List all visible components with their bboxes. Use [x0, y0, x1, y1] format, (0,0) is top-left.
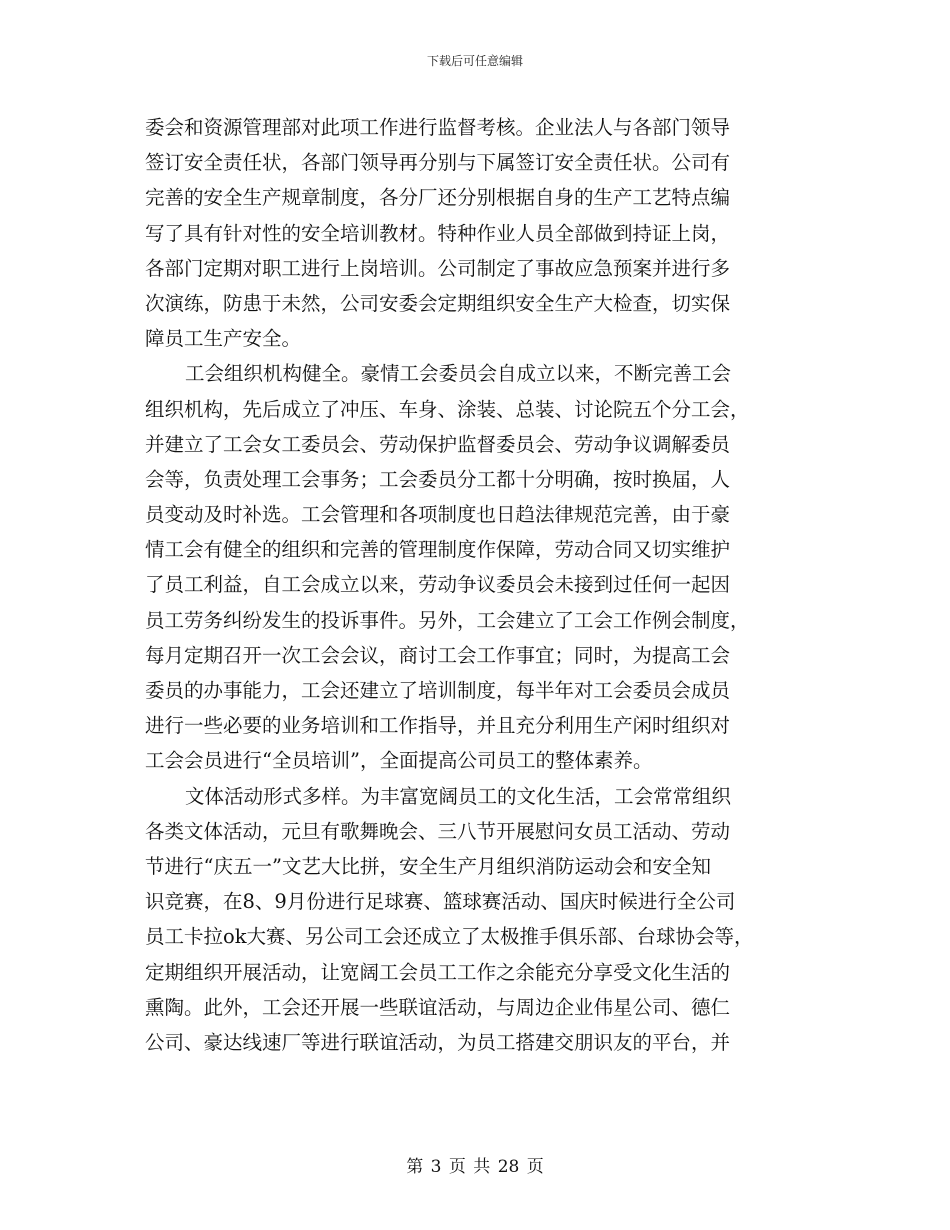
- text-line: 进行一些必要的业务培训和工作指导，并且充分利用生产闲时组织对: [145, 714, 731, 738]
- text-line: 各类文体活动，元旦有歌舞晚会、三八节开展慰问女员工活动、劳动: [145, 819, 731, 843]
- text-line: 员工劳务纠纷发生的投诉事件。另外，工会建立了工会工作例会制度，: [145, 608, 750, 632]
- page-footer: 第 3 页 共 28 页: [406, 1157, 544, 1177]
- paragraph-start-line: 工会组织机构健全。豪情工会委员会自成立以来，不断完善工会: [185, 362, 732, 386]
- page-header: 下载后可任意编辑: [426, 54, 523, 68]
- text-line: 障员工生产安全。: [145, 327, 302, 351]
- text-line: 组织机构，先后成立了冲压、车身、涂装、总装、讨论院五个分工会，: [145, 397, 750, 421]
- text-line: 员工卡拉ok大赛、另公司工会还成立了太极推手俱乐部、台球协会等，: [145, 925, 754, 949]
- text-line: 情工会有健全的组织和完善的管理制度作保障，劳动合同又切实维护: [145, 538, 731, 562]
- text-line: 员变动及时补选。工会管理和各项制度也日趋法律规范完善，由于豪: [145, 503, 731, 527]
- text-line: 委会和资源管理部对此项工作进行监督考核。企业法人与各部门领导: [145, 116, 731, 139]
- text-line: 委员的办事能力，工会还建立了培训制度，每半年对工会委员会成员: [145, 679, 731, 702]
- text-line: 完善的安全生产规章制度，各分厂还分别根据自身的生产工艺特点编: [145, 186, 731, 210]
- text-line: 了员工利益，自工会成立以来，劳动争议委员会未接到过任何一起因: [145, 573, 731, 597]
- text-line: 每月定期召开一次工会会议，商讨工会工作事宜；同时，为提高工会: [145, 643, 731, 667]
- text-line: 工会会员进行“全员培训”，全面提高公司员工的整体素养。: [145, 749, 653, 773]
- text-line: 写了具有针对性的安全培训教材。特种作业人员全部做到持证上岗，: [145, 221, 731, 245]
- text-line: 次演练，防患于未然，公司安委会定期组织安全生产大检查，切实保: [145, 291, 731, 315]
- text-line: 节进行“庆五一”文艺大比拼，安全生产月组织消防运动会和安全知: [145, 854, 711, 878]
- text-line: 熏陶。此外，工会还开展一些联谊活动，与周边企业伟星公司、德仁: [145, 995, 731, 1019]
- text-line: 会等，负责处理工会事务；工会委员分工都十分明确，按时换届，人: [145, 467, 731, 491]
- text-line: 并建立了工会女工委员会、劳动保护监督委员会、劳动争议调解委员: [145, 432, 731, 456]
- text-line: 识竞赛，在8、9月份进行足球赛、篮球赛活动、国庆时候进行全公司: [145, 890, 736, 914]
- text-line: 公司、豪达线速厂等进行联谊活动，为员工搭建交朋识友的平台，并: [145, 1030, 731, 1054]
- paragraph-start-line: 文体活动形式多样。为丰富宽阔员工的文化生活，工会常常组织: [185, 784, 732, 808]
- text-line: 定期组织开展活动，让宽阔工会员工工作之余能充分享受文化生活的: [145, 960, 731, 984]
- text-line: 各部门定期对职工进行上岗培训。公司制定了事故应急预案并进行多: [145, 256, 731, 280]
- body-text: [145, 110, 805, 1060]
- text-line: 签订安全责任状，各部门领导再分别与下属签订安全责任状。公司有: [145, 151, 731, 175]
